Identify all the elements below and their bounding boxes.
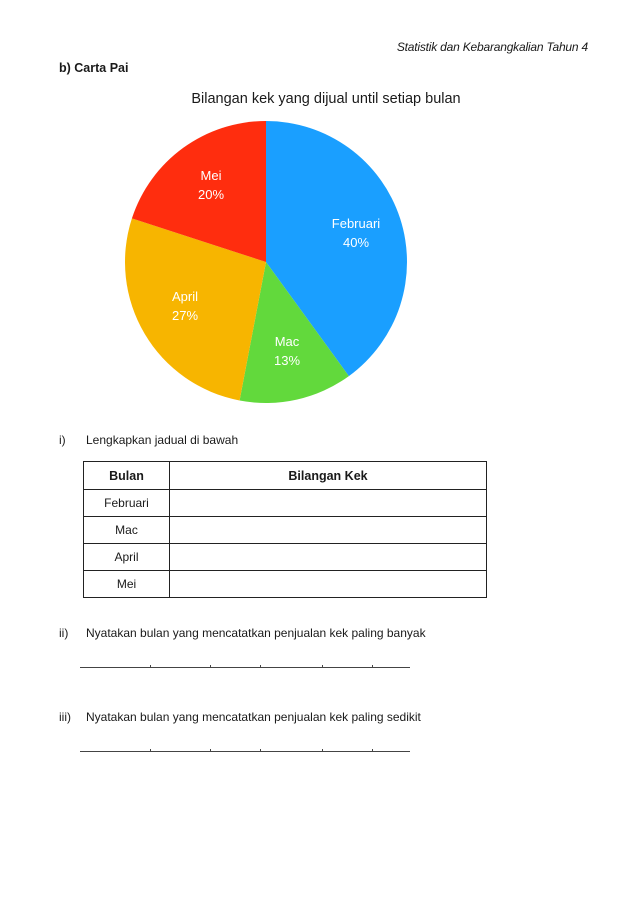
answer-line-3[interactable] — [80, 751, 410, 752]
table-header-bulan: Bulan — [84, 462, 170, 490]
question-3-number: iii) — [59, 710, 71, 724]
pie-percent-april: 27% — [171, 308, 199, 323]
answer-table — [83, 461, 487, 598]
pie-label-mei: Mei — [200, 168, 222, 183]
table-header-bilangan-kek: Bilangan Kek — [170, 462, 487, 490]
section-title: b) Carta Pai — [59, 61, 129, 75]
answer-line-2[interactable] — [80, 667, 410, 668]
page-header: Statistik dan Kebarangkalian Tahun 4 — [396, 40, 588, 54]
pie-label-februari: Februari — [331, 216, 381, 231]
table-cell-month: Mei — [84, 571, 170, 598]
pie-percent-februari: 40% — [342, 235, 370, 250]
question-2 — [59, 626, 426, 640]
question-3-text: Nyatakan bulan yang mencatatkan penjualan kek paling sedikit — [86, 710, 421, 724]
question-2-text: Nyatakan bulan yang mencatatkan penjualan kek paling banyak — [86, 626, 426, 640]
table-cell-count[interactable] — [170, 571, 487, 598]
table-cell-month: Februari — [84, 490, 170, 517]
table-cell-count[interactable] — [170, 490, 487, 517]
question-1-text: Lengkapkan jadual di bawah — [86, 433, 239, 447]
question-2-number: ii) — [59, 626, 69, 640]
table-row — [84, 544, 487, 571]
pie-percent-mei: 20% — [197, 187, 225, 202]
table-row — [84, 517, 487, 544]
table-row — [84, 571, 487, 598]
question-1 — [59, 433, 238, 447]
pie-label-april: April — [171, 289, 199, 304]
table-row — [84, 490, 487, 517]
pie-label-mac: Mac — [274, 334, 300, 349]
pie-percent-mac: 13% — [273, 353, 301, 368]
question-3 — [59, 710, 421, 724]
question-1-number: i) — [59, 433, 66, 447]
table-header-row — [84, 462, 487, 490]
table-cell-count[interactable] — [170, 544, 487, 571]
chart-title: Bilangan kek yang dijual until setiap bulan — [191, 91, 461, 107]
table-cell-count[interactable] — [170, 517, 487, 544]
table-cell-month: Mac — [84, 517, 170, 544]
table-cell-month: April — [84, 544, 170, 571]
